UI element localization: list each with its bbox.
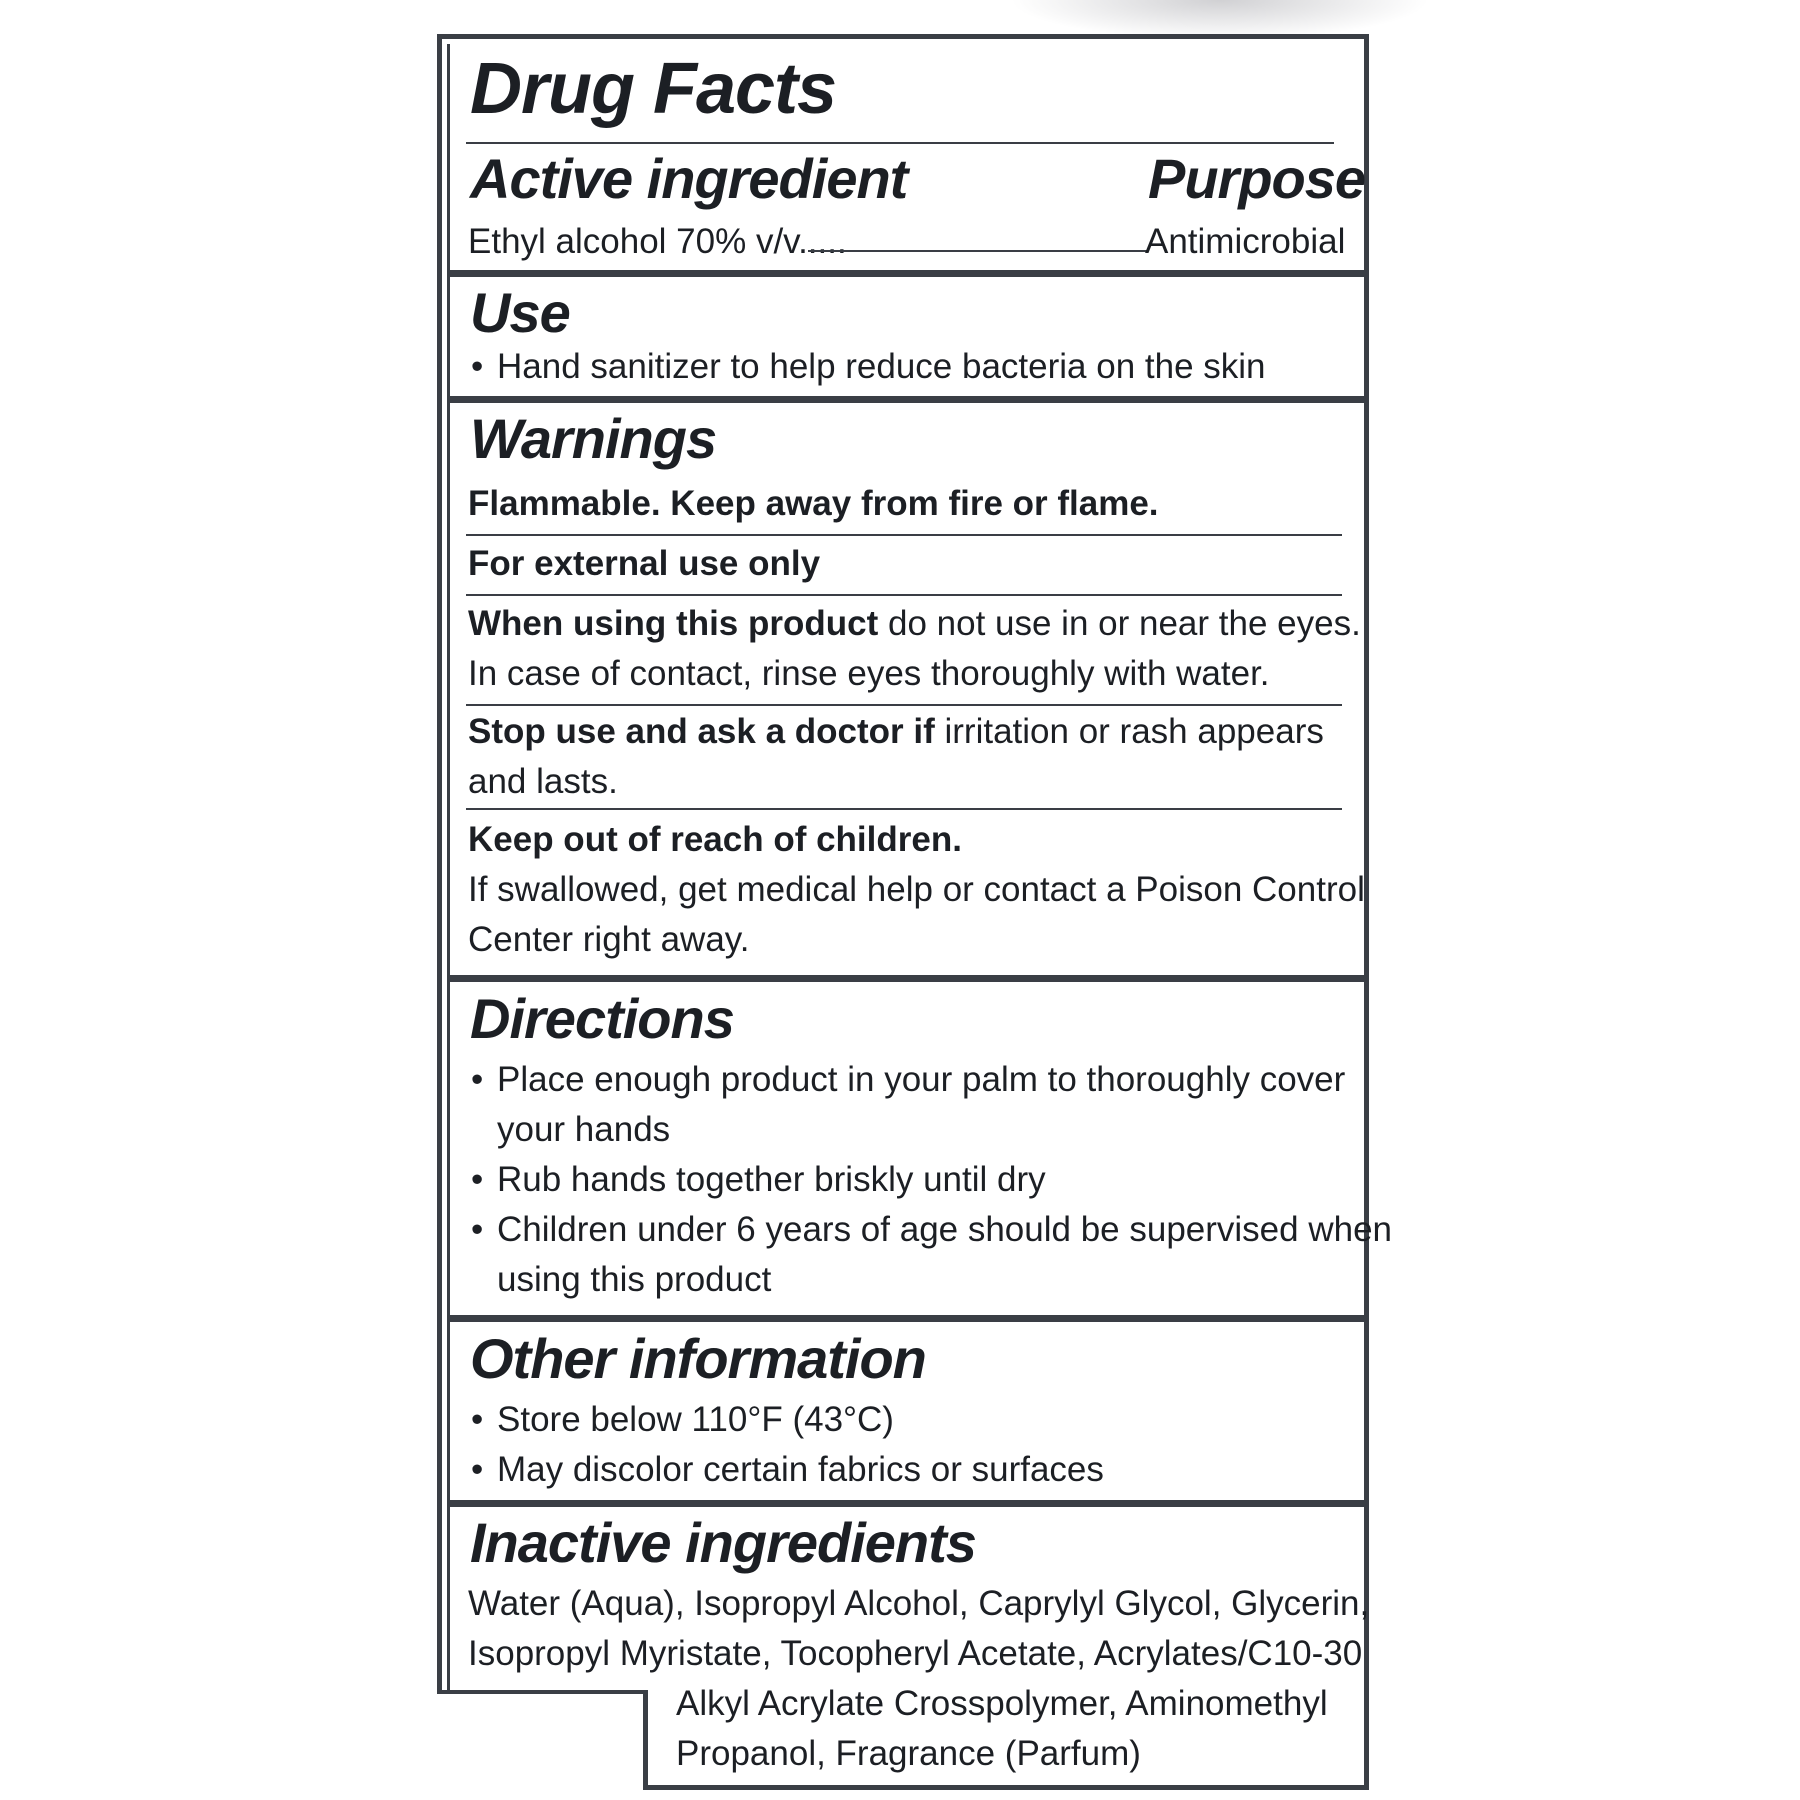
- section-divider-warnings: [447, 396, 1364, 403]
- inactive-ingredients-heading: Inactive ingredients: [470, 1511, 976, 1574]
- active-ingredient-heading: Active ingredient: [470, 147, 908, 210]
- inactive-line-3: Alkyl Acrylate Crosspolymer, Aminomethyl: [676, 1684, 1328, 1723]
- keep-out-line-1: If swallowed, get medical help or contact a Poison Control: [468, 870, 1365, 909]
- section-divider-use: [447, 270, 1364, 277]
- panel-inner-left-edge: [447, 44, 450, 1694]
- when-using-line-1: [468, 604, 1361, 644]
- warnings-heading: Warnings: [470, 407, 717, 470]
- inactive-line-4: Propanol, Fragrance (Parfum): [676, 1734, 1141, 1773]
- stop-use-text: irritation or rash appears: [944, 712, 1324, 751]
- inactive-line-1: Water (Aqua), Isopropyl Alcohol, Caprylyl Glycol, Glycerin,: [468, 1584, 1370, 1623]
- purpose-value: Antimicrobial: [1145, 222, 1346, 261]
- notch-right-edge: [643, 1690, 648, 1790]
- panel-right-edge: [1364, 34, 1369, 1790]
- title-divider: [466, 142, 1334, 144]
- when-using-line-2: In case of contact, rinse eyes thoroughly with water.: [468, 654, 1270, 693]
- warnings-divider-2: [466, 594, 1342, 596]
- directions-item-2: • Rub hands together briskly until dry: [497, 1160, 1046, 1200]
- stop-use-bold: Stop use and ask a doctor if: [468, 712, 935, 751]
- warnings-divider-4: [466, 808, 1342, 810]
- stop-use-line-1: [468, 712, 1324, 752]
- when-using-text: do not use in or near the eyes.: [887, 604, 1361, 643]
- use-item: • Hand sanitizer to help reduce bacteria on the skin: [497, 347, 1266, 387]
- directions-item-3: • Children under 6 years of age should be supervised when: [497, 1210, 1392, 1250]
- directions-heading: Directions: [470, 987, 734, 1050]
- warnings-divider-1: [466, 534, 1342, 536]
- section-divider-other: [447, 1315, 1364, 1322]
- use-heading: Use: [470, 281, 570, 344]
- when-using-bold: When using this product: [468, 604, 879, 643]
- panel-bottom-left-edge: [437, 1690, 647, 1702]
- leader-line: [808, 250, 1148, 252]
- purpose-heading: Purpose: [1148, 147, 1366, 210]
- panel-bottom-edge: [643, 1785, 1369, 1790]
- other-info-item-1: • Store below 110°F (43°C): [497, 1400, 894, 1440]
- stop-use-line-2: and lasts.: [468, 762, 618, 801]
- directions-item-1: • Place enough product in your palm to thoroughly cover: [497, 1060, 1345, 1100]
- inactive-line-2: Isopropyl Myristate, Tocopheryl Acetate, Acrylates/C10-30: [468, 1634, 1363, 1673]
- section-divider-inactive: [447, 1500, 1364, 1507]
- external-use-warning: For external use only: [468, 544, 821, 583]
- warnings-divider-3: [466, 704, 1342, 706]
- other-info-item-2: • May discolor certain fabrics or surfaces: [497, 1450, 1104, 1490]
- flammable-warning: Flammable. Keep away from fire or flame.: [468, 484, 1159, 523]
- other-info-heading: Other information: [470, 1327, 926, 1390]
- directions-item-1-cont: your hands: [497, 1110, 671, 1149]
- page-title: Drug Facts: [470, 49, 837, 129]
- keep-out-bold: Keep out of reach of children.: [468, 820, 962, 859]
- active-ingredient-value: Ethyl alcohol 70% v/v.....: [468, 222, 847, 261]
- notch-cover: [432, 1694, 647, 1800]
- section-divider-directions: [447, 975, 1364, 982]
- directions-item-3-cont: using this product: [497, 1260, 772, 1299]
- keep-out-line-2: Center right away.: [468, 920, 750, 959]
